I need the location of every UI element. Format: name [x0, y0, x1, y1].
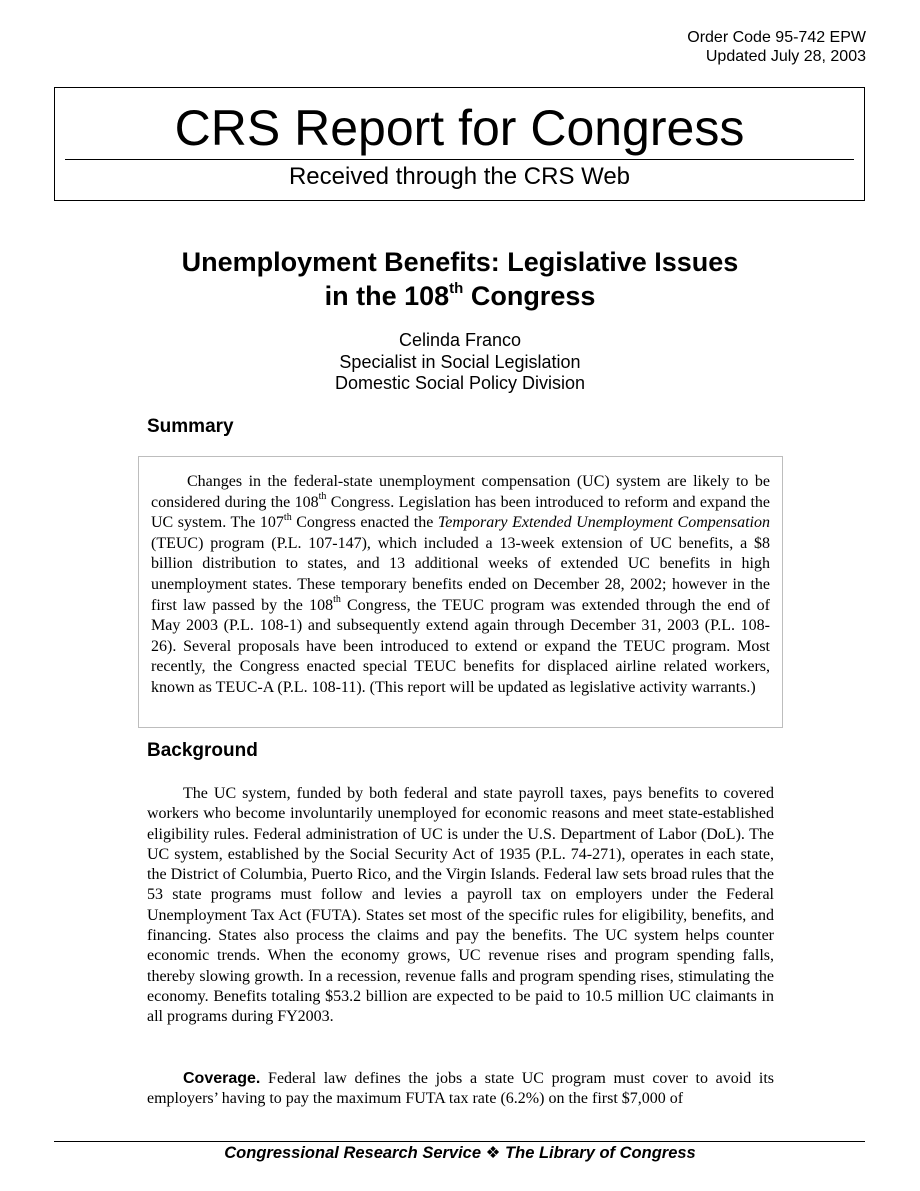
summary-text-part: Congress enacted the	[291, 514, 438, 532]
background-heading: Background	[147, 740, 258, 761]
summary-superscript: th	[333, 594, 341, 606]
summary-heading: Summary	[147, 416, 234, 437]
title-line2-pre: in the 108	[324, 281, 450, 311]
background-paragraph: The UC system, funded by both federal and state payroll taxes, pays benefits to covered workers who become involuntarily unemployed for economic reasons and meet state-established eligibility rules. Federal administration of UC is under the U.S. Department of Labor (DoL). The UC system, established by the Social Security Act of 1935 (P.L. 74-271), operates in each state, the District of Columbia, Puerto Rico, and the Virgin Islands. Federal law sets broad rules that the 53 state programs must follow and levies a payroll tax on employers under the Federal Unemployment Tax Act (FUTA). States set most of the specific rules for eligibility, benefits, and financing. States also process the claims and pay the benefits. The UC system helps counter economic trends. When the economy grows, UC revenue rises and program spending falls, thereby slowing growth. In a recession, revenue falls and program spending rises, stimulating the economy. Benefits totaling $53.2 billion are expected to be paid to 10.5 million UC claimants in all programs during FY2003.	[147, 785, 774, 1026]
coverage-paragraph	[147, 1069, 774, 1110]
summary-text	[151, 472, 770, 699]
summary-text-part: Changes in the federal-state unemployment compensation (UC) system are likely to be considered during the 108	[151, 473, 770, 511]
document-title-line1: Unemployment Benefits: Legislative Issues	[181, 247, 739, 277]
summary-text-part: Congress, the TEUC program was extended through the end of May 2003 (P.L. 108-1) and subsequently extend again through December 31, 2003 (P.L. 108-26). Several proposals have been introduced to extend or expand the TEUC program. Most recently, the Congress enacted special TEUC benefits for displaced airline related workers, known as TEUC-A (P.L. 108-11). (This report will be updated as legislative activity warrants.)	[151, 596, 771, 696]
title-superscript: th	[449, 280, 464, 297]
coverage-text: Federal law defines the jobs a state UC program must cover to avoid its employers’ having to pay the maximum FUTA tax rate (6.2%) on the first $7,000 of	[147, 1070, 774, 1108]
order-code-block	[687, 28, 866, 66]
banner-title: CRS Report for Congress	[174, 100, 745, 156]
banner-subtitle: Received through the CRS Web	[288, 163, 631, 190]
banner-divider	[65, 159, 854, 160]
footer-left: Congressional Research Service	[224, 1144, 482, 1162]
author-name: Celinda Franco	[398, 330, 522, 350]
author-title: Specialist in Social Legislation	[339, 351, 581, 372]
summary-superscript: th	[283, 511, 292, 523]
footer-right: The Library of Congress	[505, 1144, 696, 1162]
diamond-icon: ❖	[485, 1144, 501, 1162]
summary-text-part: Congress. Legislation has been introduced to reform and expand the UC system. The 107	[151, 493, 770, 532]
program-name-italic: Temporary Extended Unemployment Compensation	[437, 514, 771, 532]
document-title-line2	[0, 279, 920, 313]
author-division: Domestic Social Policy Division	[334, 373, 586, 393]
summary-text-part: (TEUC) program (P.L. 107-147), which included a 13-week extension of UC benefits, a $8 billion distribution to states, and 13 additional weeks of extended UC benefits in high unemployment states. These temporary benefits ended on December 28, 2002; however in the first law passed by the 108	[151, 534, 770, 614]
summary-superscript: th	[318, 491, 327, 503]
order-code: Order Code 95-742 EPW	[687, 29, 866, 46]
report-banner	[54, 87, 865, 201]
footer-divider	[54, 1141, 865, 1142]
author-block	[0, 330, 920, 395]
footer	[0, 1143, 920, 1163]
coverage-heading: Coverage.	[183, 1070, 261, 1087]
summary-box	[138, 456, 783, 728]
title-line2-post: Congress	[463, 281, 596, 311]
document-title	[0, 245, 920, 313]
updated-date: Updated July 28, 2003	[705, 48, 866, 65]
